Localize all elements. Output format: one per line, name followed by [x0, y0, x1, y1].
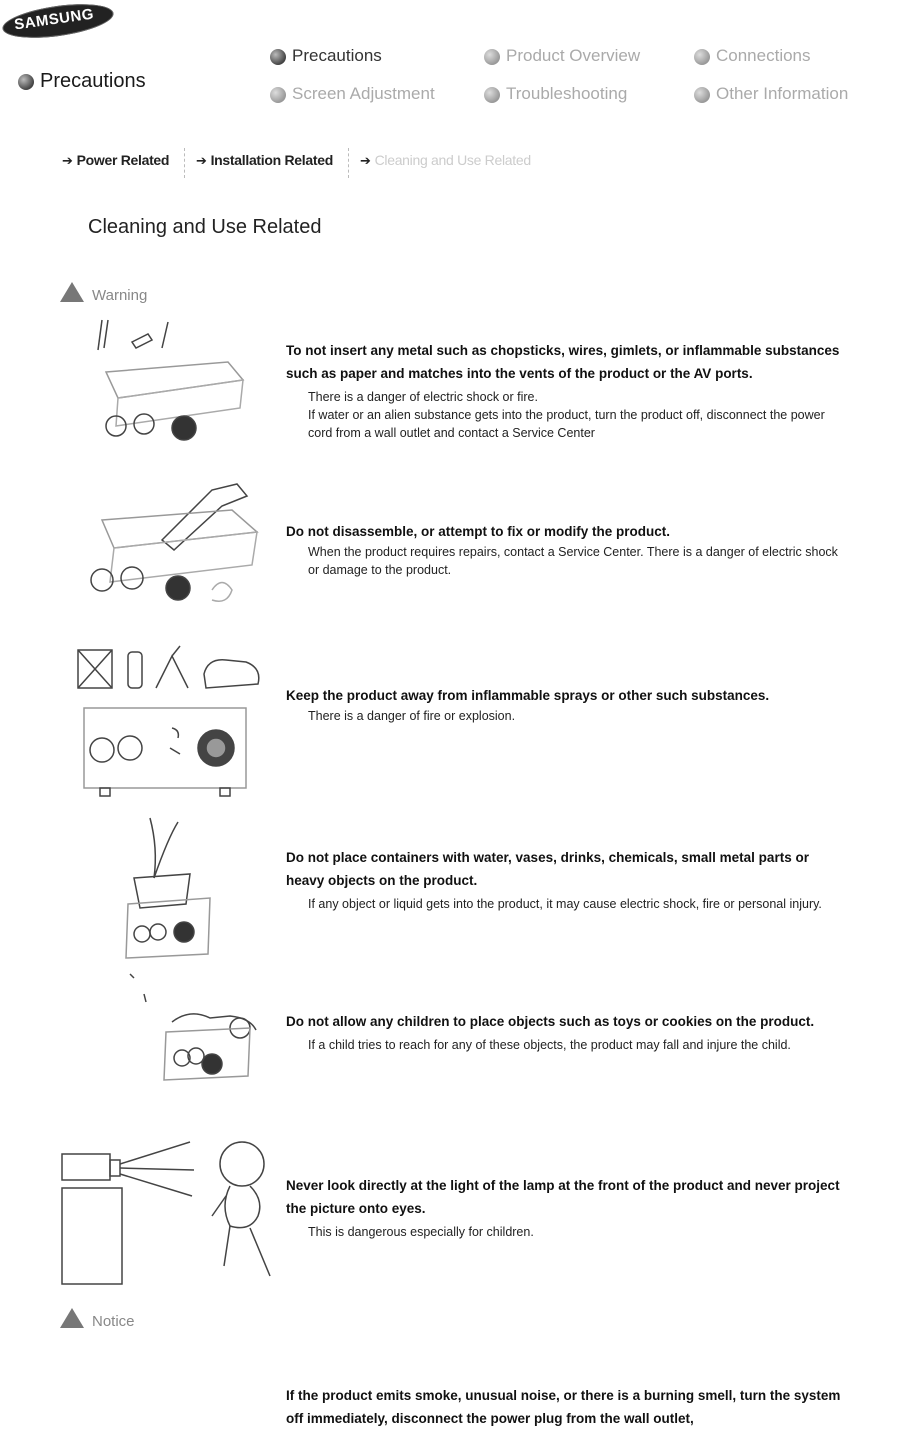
warning-item-lamp	[286, 1174, 846, 1241]
notice-icon	[60, 1308, 84, 1328]
warning-text: There is a danger of fire or explosion.	[308, 709, 516, 723]
arrow-right-icon: ➔	[360, 153, 371, 168]
warning-text: When the product requires repairs, contact a Service Center. There is a danger of electric shock or damage to the product.	[308, 545, 838, 577]
globe-icon	[694, 49, 710, 65]
nav-product-overview[interactable]: Product Overview	[484, 46, 640, 66]
globe-icon	[270, 49, 286, 65]
disassembly-illustration	[62, 480, 262, 615]
subnav-divider	[348, 148, 349, 178]
warning-heading: To not insert any metal such as chopsticks, wires, gimlets, or inflammable substances such as paper and matches into the vents of the product or the AV ports.	[286, 343, 840, 381]
lamp-eyes-illustration	[54, 1136, 284, 1288]
warning-icon	[60, 282, 84, 302]
samsung-logo: SAMSUNG	[2, 2, 114, 38]
warning-heading: Keep the product away from inflammable sprays or other such substances.	[286, 688, 770, 703]
warning-heading: Do not disassemble, or attempt to fix or modify the product.	[286, 524, 671, 539]
warning-text: There is a danger of electric shock or fire.	[308, 390, 538, 404]
subnav-installation-related[interactable]: ➔ Installation Related	[196, 152, 333, 168]
warning-heading: Do not allow any children to place objects such as toys or cookies on the product.	[286, 1014, 815, 1029]
warning-text: If a child tries to reach for any of these objects, the product may fall and injure the child.	[308, 1038, 791, 1052]
subnav-cleaning-use-related[interactable]: ➔ Cleaning and Use Related	[360, 152, 531, 168]
globe-icon	[484, 87, 500, 103]
nav-troubleshooting[interactable]: Troubleshooting	[484, 84, 627, 104]
globe-icon	[270, 87, 286, 103]
globe-icon	[484, 49, 500, 65]
warning-item-metal	[286, 339, 846, 442]
nav-other-information[interactable]: Other Information	[694, 84, 848, 104]
arrow-right-icon: ➔	[196, 153, 207, 168]
warning-text: If any object or liquid gets into the product, it may cause electric shock, fire or personal injury.	[308, 897, 822, 911]
nav-connections[interactable]: Connections	[694, 46, 811, 66]
warning-heading: Never look directly at the light of the lamp at the front of the product and never project the picture onto eyes.	[286, 1178, 840, 1216]
warning-text: If water or an alien substance gets into the product, turn the product off, disconnect the power cord from a wall outlet and contact a Service Center	[308, 408, 825, 440]
warning-item-containers	[286, 846, 846, 913]
section-title: Cleaning and Use Related	[88, 216, 322, 238]
metal-insertion-illustration	[88, 318, 258, 468]
warning-item-disassemble	[286, 520, 846, 579]
notice-item-smoke	[286, 1384, 846, 1430]
warning-heading: Do not place containers with water, vases, drinks, chemicals, small metal parts or heavy objects on the product.	[286, 850, 809, 888]
toys-on-product-illustration	[100, 972, 270, 1112]
subnav-power-related[interactable]: ➔ Power Related	[62, 152, 170, 168]
inflammable-spray-illustration	[76, 638, 266, 803]
notice-heading: If the product emits smoke, unusual noise, or there is a burning smell, turn the system off immediately, disconnect the power plug from the wall outlet,	[286, 1388, 841, 1426]
notice-label: Notice	[60, 1308, 135, 1330]
nav-precautions[interactable]: Precautions	[270, 46, 382, 66]
globe-icon	[18, 74, 34, 90]
warning-text: This is dangerous especially for children.	[308, 1225, 534, 1239]
top-navigation	[270, 46, 890, 106]
arrow-right-icon: ➔	[62, 153, 73, 168]
page-title: Precautions	[18, 70, 146, 93]
warning-item-children	[286, 1010, 846, 1054]
warning-label: Warning	[60, 282, 147, 304]
nav-screen-adjustment[interactable]: Screen Adjustment	[270, 84, 435, 104]
vase-on-product-illustration	[118, 808, 218, 968]
globe-icon	[694, 87, 710, 103]
subnav-divider	[184, 148, 185, 178]
warning-item-sprays	[286, 684, 846, 725]
